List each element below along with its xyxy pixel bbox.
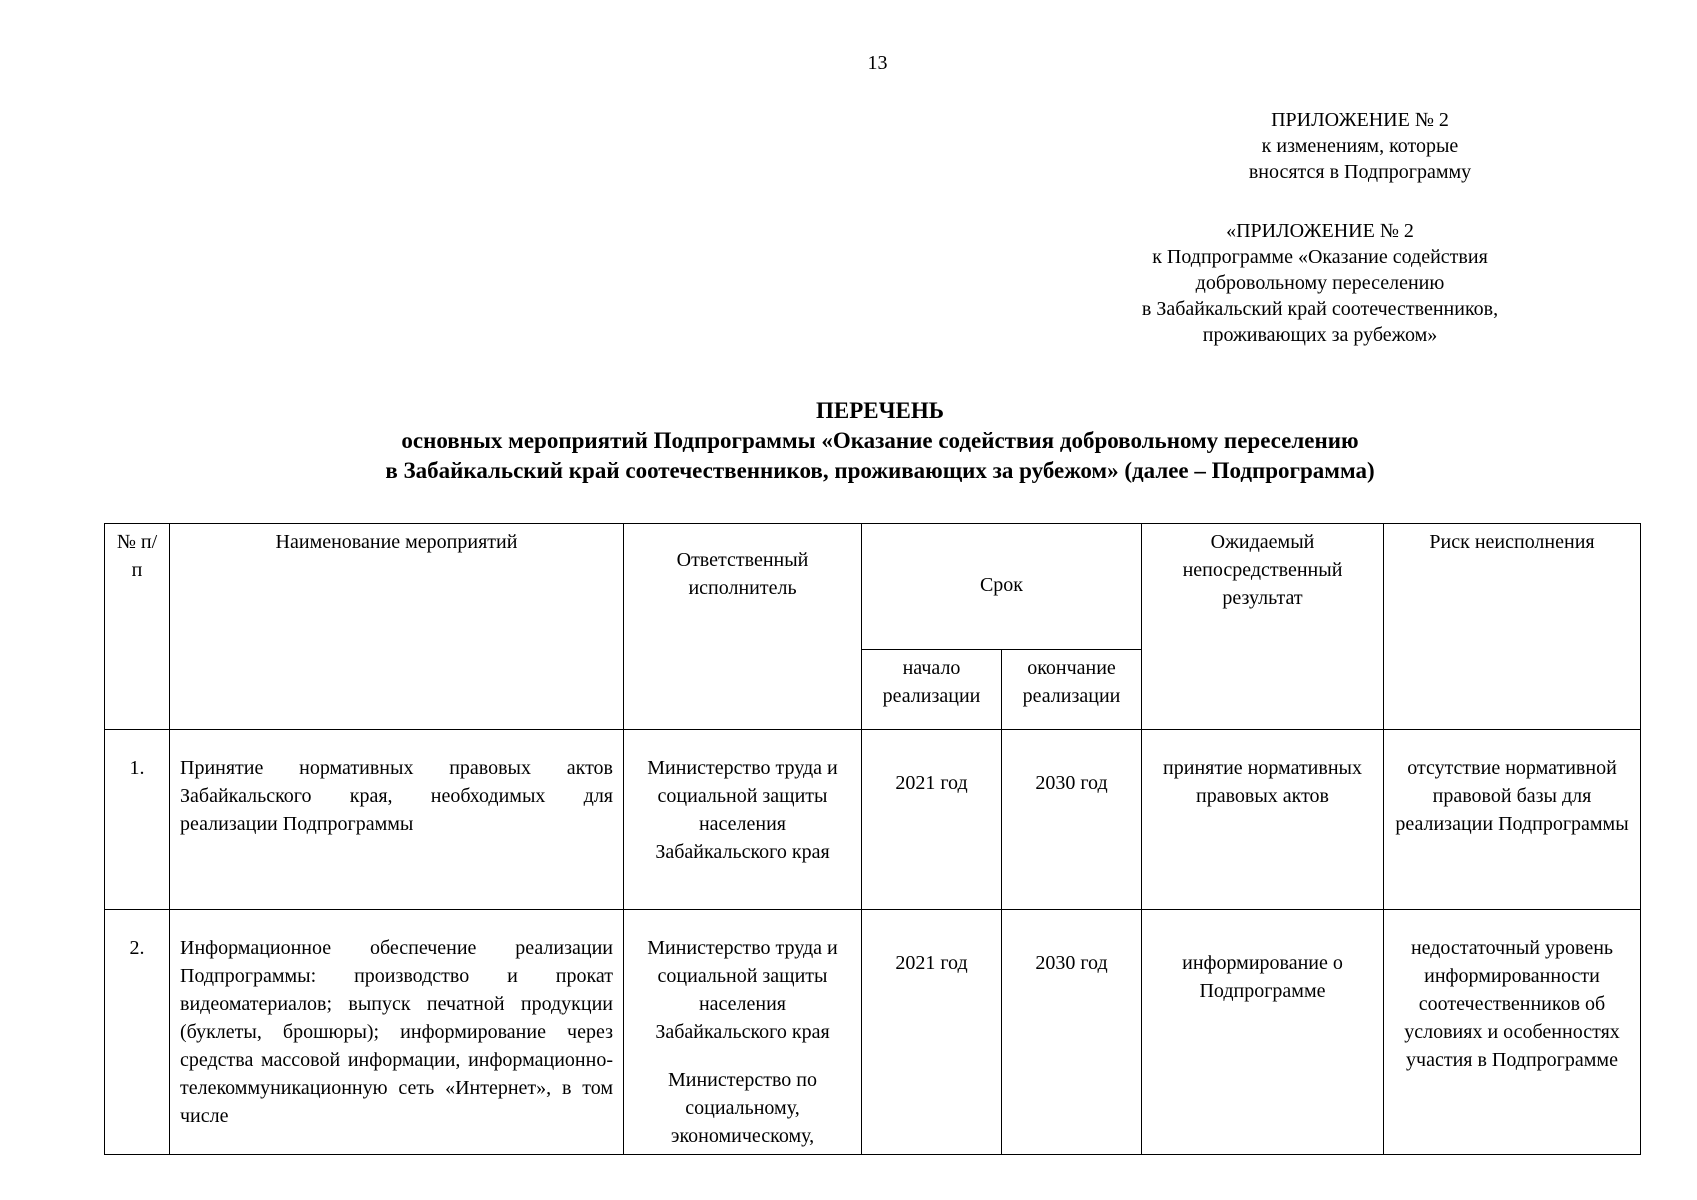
appendix-subheader	[1080, 218, 1560, 348]
row-start	[862, 730, 1002, 910]
row-responsible	[624, 910, 862, 1155]
appendix-subheader-line: «ПРИЛОЖЕНИЕ № 2	[1226, 220, 1414, 242]
header-risk: Риск неисполнения	[1384, 524, 1641, 730]
title-line-2: основных мероприятий Подпрограммы «Оказание содействия добровольному переселению	[401, 428, 1359, 453]
appendix-subheader-line: к Подпрограмме «Оказание содействия	[1152, 246, 1488, 268]
responsible-entry: Министерство труда и социальной защиты населения Забайкальского края	[647, 937, 838, 1043]
appendix-header-line: вносятся в Подпрограмму	[1248, 161, 1472, 183]
row-num: 2.	[105, 910, 170, 1155]
table-row	[105, 910, 1641, 1155]
responsible-entry: Министерство труда и социальной защиты населения Забайкальского края	[647, 757, 838, 863]
header-name: Наименование мероприятий	[170, 524, 624, 730]
end-value: 2030 год	[1035, 772, 1108, 794]
result-value: информирование о Подпрограмме	[1182, 952, 1343, 1002]
row-responsible	[624, 730, 862, 910]
table-row	[105, 730, 1641, 910]
row-risk: отсутствие нормативной правовой базы для реализации Подпрограммы	[1384, 730, 1641, 910]
row-result	[1142, 910, 1384, 1155]
end-value: 2030 год	[1035, 952, 1108, 974]
title-line-3: в Забайкальский край соотечественников, проживающих за рубежом» (далее – Подпрограмма)	[385, 458, 1375, 483]
row-end	[1002, 910, 1142, 1155]
responsible-entry: Министерство по социальному, экономическому,	[667, 1069, 817, 1147]
header-start: начало реализации	[862, 650, 1002, 730]
row-end	[1002, 730, 1142, 910]
row-name: Принятие нормативных правовых актов Забайкальского края, необходимых для реализации Подпрограммы	[170, 730, 624, 910]
start-value: 2021 год	[895, 772, 968, 794]
title-line-1: ПЕРЕЧЕНЬ	[816, 398, 944, 423]
header-responsible: Ответственный исполнитель	[624, 524, 862, 730]
row-num: 1.	[105, 730, 170, 910]
page-number: 13	[867, 52, 888, 74]
appendix-header	[1195, 107, 1525, 185]
appendix-subheader-line: в Забайкальский край соотечественников,	[1141, 298, 1499, 320]
header-result: Ожидаемый непосредственный результат	[1142, 524, 1384, 730]
appendix-header-line: ПРИЛОЖЕНИЕ № 2	[1271, 109, 1449, 131]
header-num: № п/п	[105, 524, 170, 730]
appendix-subheader-line: добровольному переселению	[1195, 272, 1445, 294]
start-value: 2021 год	[895, 952, 968, 974]
measures-table	[104, 523, 1641, 1155]
header-end: окончание реализации	[1002, 650, 1142, 730]
row-start	[862, 910, 1002, 1155]
appendix-subheader-line: проживающих за рубежом»	[1202, 324, 1438, 346]
appendix-header-line: к изменениям, которые	[1261, 135, 1459, 157]
row-name: Информационное обеспечение реализации Подпрограммы: производство и прокат видеоматериалов; выпуск печатной продукции (буклеты, брошюры); информирование через средства массовой информации, информационно-телекоммуникационную сеть «Интернет», в том числе	[170, 910, 624, 1155]
row-result: принятие нормативных правовых актов	[1142, 730, 1384, 910]
row-risk: недостаточный уровень информированности соотечественников об условиях и особенностях участия в Подпрограмме	[1384, 910, 1641, 1155]
document-title	[200, 396, 1560, 486]
table-header-row	[105, 524, 1641, 650]
header-term: Срок	[862, 524, 1142, 650]
